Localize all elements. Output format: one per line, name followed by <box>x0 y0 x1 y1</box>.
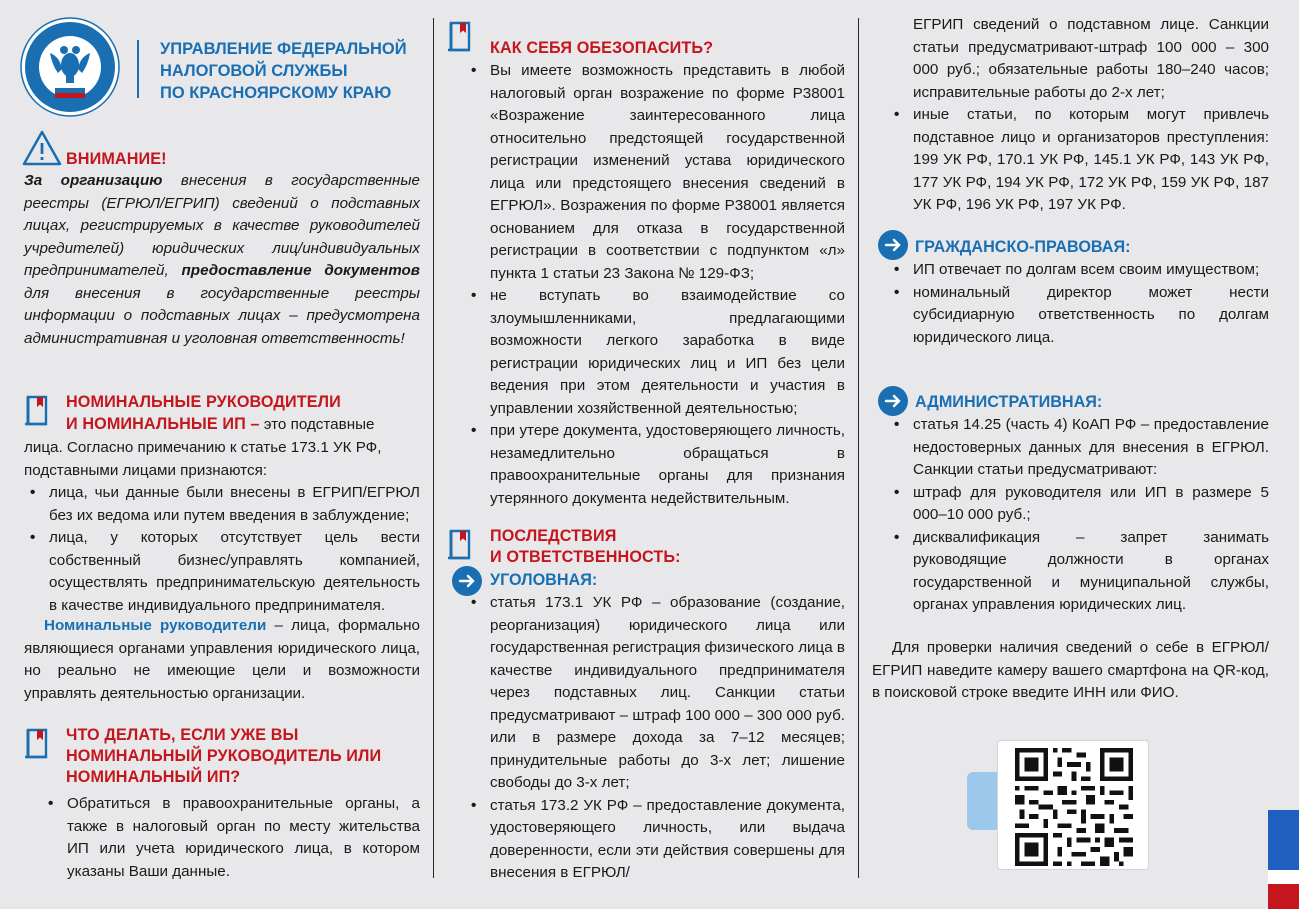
criminal-title: УГОЛОВНАЯ: <box>490 571 598 589</box>
nominal-definition <box>24 615 420 705</box>
what-to-do-title-line2: НОМИНАЛЬНЫЙ РУКОВОДИТЕЛЬ ИЛИ <box>66 747 382 765</box>
protect-list <box>465 60 845 510</box>
nominal-intro: лица. Согласно примечанию к статье 173.1 УК РФ, подставными лицами признаются: <box>24 439 382 479</box>
list-item: • Вы имеете возможность представить в любой налоговый орган возражение по форме Р38001 «Возражение заинтересованного лица относительно предстоящей государственной регистрации изменений устава юридического лица или предстоящего внесения сведений в ЕГРЮЛ». Возражения по форме Р38001 является основанием для отказа в государственной регистрации в соответствии с подпунктом «л» пункта 1 статьи 23 Закона № 129-ФЗ; <box>465 60 845 285</box>
org-name-line3: ПО КРАСНОЯРСКОМУ КРАЮ <box>160 84 392 102</box>
book-icon <box>24 727 52 761</box>
list-item: • лица, у которых отсутствует цель вести собственный бизнес/управлять компанией, осуществлять предпринимательскую деятельность в качестве индивидуального предпринимателя. <box>24 527 420 617</box>
consequences-title-line2: И ОТВЕТСТВЕННОСТЬ: <box>490 548 681 566</box>
attention-mid: предоставление документов <box>181 262 420 279</box>
nominal-def-text: – лица, формально являющиеся органами управления юридического лица, но реально не имеющие цели и возможности управлять деятельностью организации. <box>24 617 420 702</box>
consequences-title <box>490 526 681 568</box>
what-to-do-title <box>66 725 381 788</box>
civil-list <box>888 259 1269 349</box>
book-icon <box>24 394 52 428</box>
criminal-continuation: ЕГРИП сведений о подставном лице. Санкции статьи предусматривают-штраф 100 000 – 300 000 руб.; обязательные работы 180–240 часов; исправительные работы до 2-х лет; <box>913 16 1269 101</box>
phone-icon <box>967 772 1001 830</box>
list-item: • статья 14.25 (часть 4) КоАП РФ – предоставление недостоверных данных для внесения в ЕГРЮЛ. Санкции статьи предусматривают: <box>888 414 1269 482</box>
list-item: • статья 173.1 УК РФ – образование (создание, реорганизация) юридического лица или государственная регистрация физического лица в качестве индивидуального предпринимателя через подставных лиц. Санкции статьи предусматривают – штраф 100 000 – 300 000 руб. или в размере дохода за 7–12 месяцев; принудительные работы до 3-х лет; лишение свободы до 3-х лет; <box>465 592 845 795</box>
header-divider <box>137 40 139 98</box>
nominal-def-term: Номинальные руководители <box>44 617 267 634</box>
list-item: • иные статьи, по которым могут привлечь подставное лицо и организаторов преступления: 199 УК РФ, 170.1 УК РФ, 145.1 УК РФ, 143 УК РФ, 177 УК РФ, 194 УК РФ, 172 УК РФ, 159 УК РФ, 187 УК РФ, 196 УК РФ, 197 УК РФ. <box>888 104 1269 217</box>
what-to-do-title-line3: НОМИНАЛЬНЫЙ ИП? <box>66 768 241 786</box>
civil-title: ГРАЖДАНСКО-ПРАВОВАЯ: <box>915 238 1131 256</box>
org-name-line2: НАЛОГОВОЙ СЛУЖБЫ <box>160 62 348 80</box>
consequences-title-line1: ПОСЛЕДСТВИЯ <box>490 527 617 545</box>
fns-logo <box>20 17 120 117</box>
attention-lead: За организацию <box>24 172 163 189</box>
nominal-title-line1: НОМИНАЛЬНЫЕ РУКОВОДИТЕЛИ <box>66 393 341 411</box>
arrow-right-icon <box>878 386 908 416</box>
attention-text-1: внесения в государственные реестры (ЕГРЮЛ/ЕГРИП) сведений о подставных лицах, регистрируемых в качестве руководителей учредителей) юридических лиц/индивидуальных предпринимателей, <box>24 172 420 279</box>
check-text: Для проверки наличия сведений о себе в ЕГРЮЛ/ЕГРИП наведите камеру вашего смартфона на QR-код, в поисковой строке введите ИНН или ФИО. <box>872 639 1269 701</box>
criminal-list <box>465 592 845 885</box>
phone-qr-illustration <box>967 740 1147 870</box>
list-item: • статья 173.2 УК РФ – предоставление документа, удостоверяющего личность, или выдача доверенности, если эти действия совершены для внесения в ЕГРЮЛ/ <box>465 795 845 885</box>
nominal-title-line2: И НОМИНАЛЬНЫЕ ИП – <box>66 415 260 433</box>
list-item: • лица, чьи данные были внесены в ЕГРИП/ЕГРЮЛ без их ведома или путем введения в заблуждение; <box>24 482 420 527</box>
list-item: • не вступать во взаимодействие со злоумышленниками, предлагающими возможности легкого заработка в виде регистрации юридических лиц и ИП без цели ведения при этом деятельности и участия в управлении хозяйственной деятельностью; <box>465 285 845 420</box>
column-divider-1 <box>433 18 434 878</box>
list-item: • ИП отвечает по долгам всем своим имуществом; <box>888 259 1269 282</box>
qr-code[interactable] <box>1015 748 1133 866</box>
book-icon <box>447 20 475 54</box>
list-item: • Обратиться в правоохранительные органы, а также в налоговый орган по месту жительства ИП или учета юридического лица, в котором указаны Ваши данные. <box>42 793 420 883</box>
warning-icon <box>22 130 62 166</box>
column-right <box>872 0 1272 880</box>
list-item: • при утере документа, удостоверяющего личность, незамедлительно обращаться в правоохранительные органы для признания утерянного документа недействительным. <box>465 420 845 510</box>
what-to-do-list <box>42 793 420 883</box>
arrow-right-icon <box>878 230 908 260</box>
column-middle <box>447 0 847 880</box>
flag-stripe <box>1268 810 1299 909</box>
nominal-title-tail: это подставные <box>259 416 375 433</box>
nominal-list <box>24 482 420 617</box>
book-icon <box>447 528 475 562</box>
column-divider-2 <box>858 18 859 878</box>
list-item: • дисквалификация – запрет занимать руководящие должности в органах государственной и муниципальной службы, органах управления юридических лиц. <box>888 527 1269 617</box>
org-name <box>160 38 430 104</box>
criminal-list-2 <box>888 104 1269 217</box>
protect-title: КАК СЕБЯ ОБЕЗОПАСИТЬ? <box>490 39 714 57</box>
attention-text <box>24 170 420 350</box>
list-item: • штраф для руководителя или ИП в размере 5 000–10 000 руб.; <box>888 482 1269 527</box>
list-item: • номинальный директор может нести субсидиарную ответственность по долгам юридического лица. <box>888 282 1269 350</box>
org-name-line1: УПРАВЛЕНИЕ ФЕДЕРАЛЬНОЙ <box>160 40 407 58</box>
column-left <box>18 0 423 880</box>
attention-text-2: для внесения в государственные реестры информации о подставных лицах – предусмотрена административная и уголовная ответственность! <box>24 284 420 347</box>
admin-title: АДМИНИСТРАТИВНАЯ: <box>915 393 1103 411</box>
what-to-do-title-line1: ЧТО ДЕЛАТЬ, ЕСЛИ УЖЕ ВЫ <box>66 726 299 744</box>
attention-title: ВНИМАНИЕ! <box>66 150 167 168</box>
admin-list <box>888 414 1269 617</box>
nominal-title-line2-wrap <box>66 414 374 437</box>
